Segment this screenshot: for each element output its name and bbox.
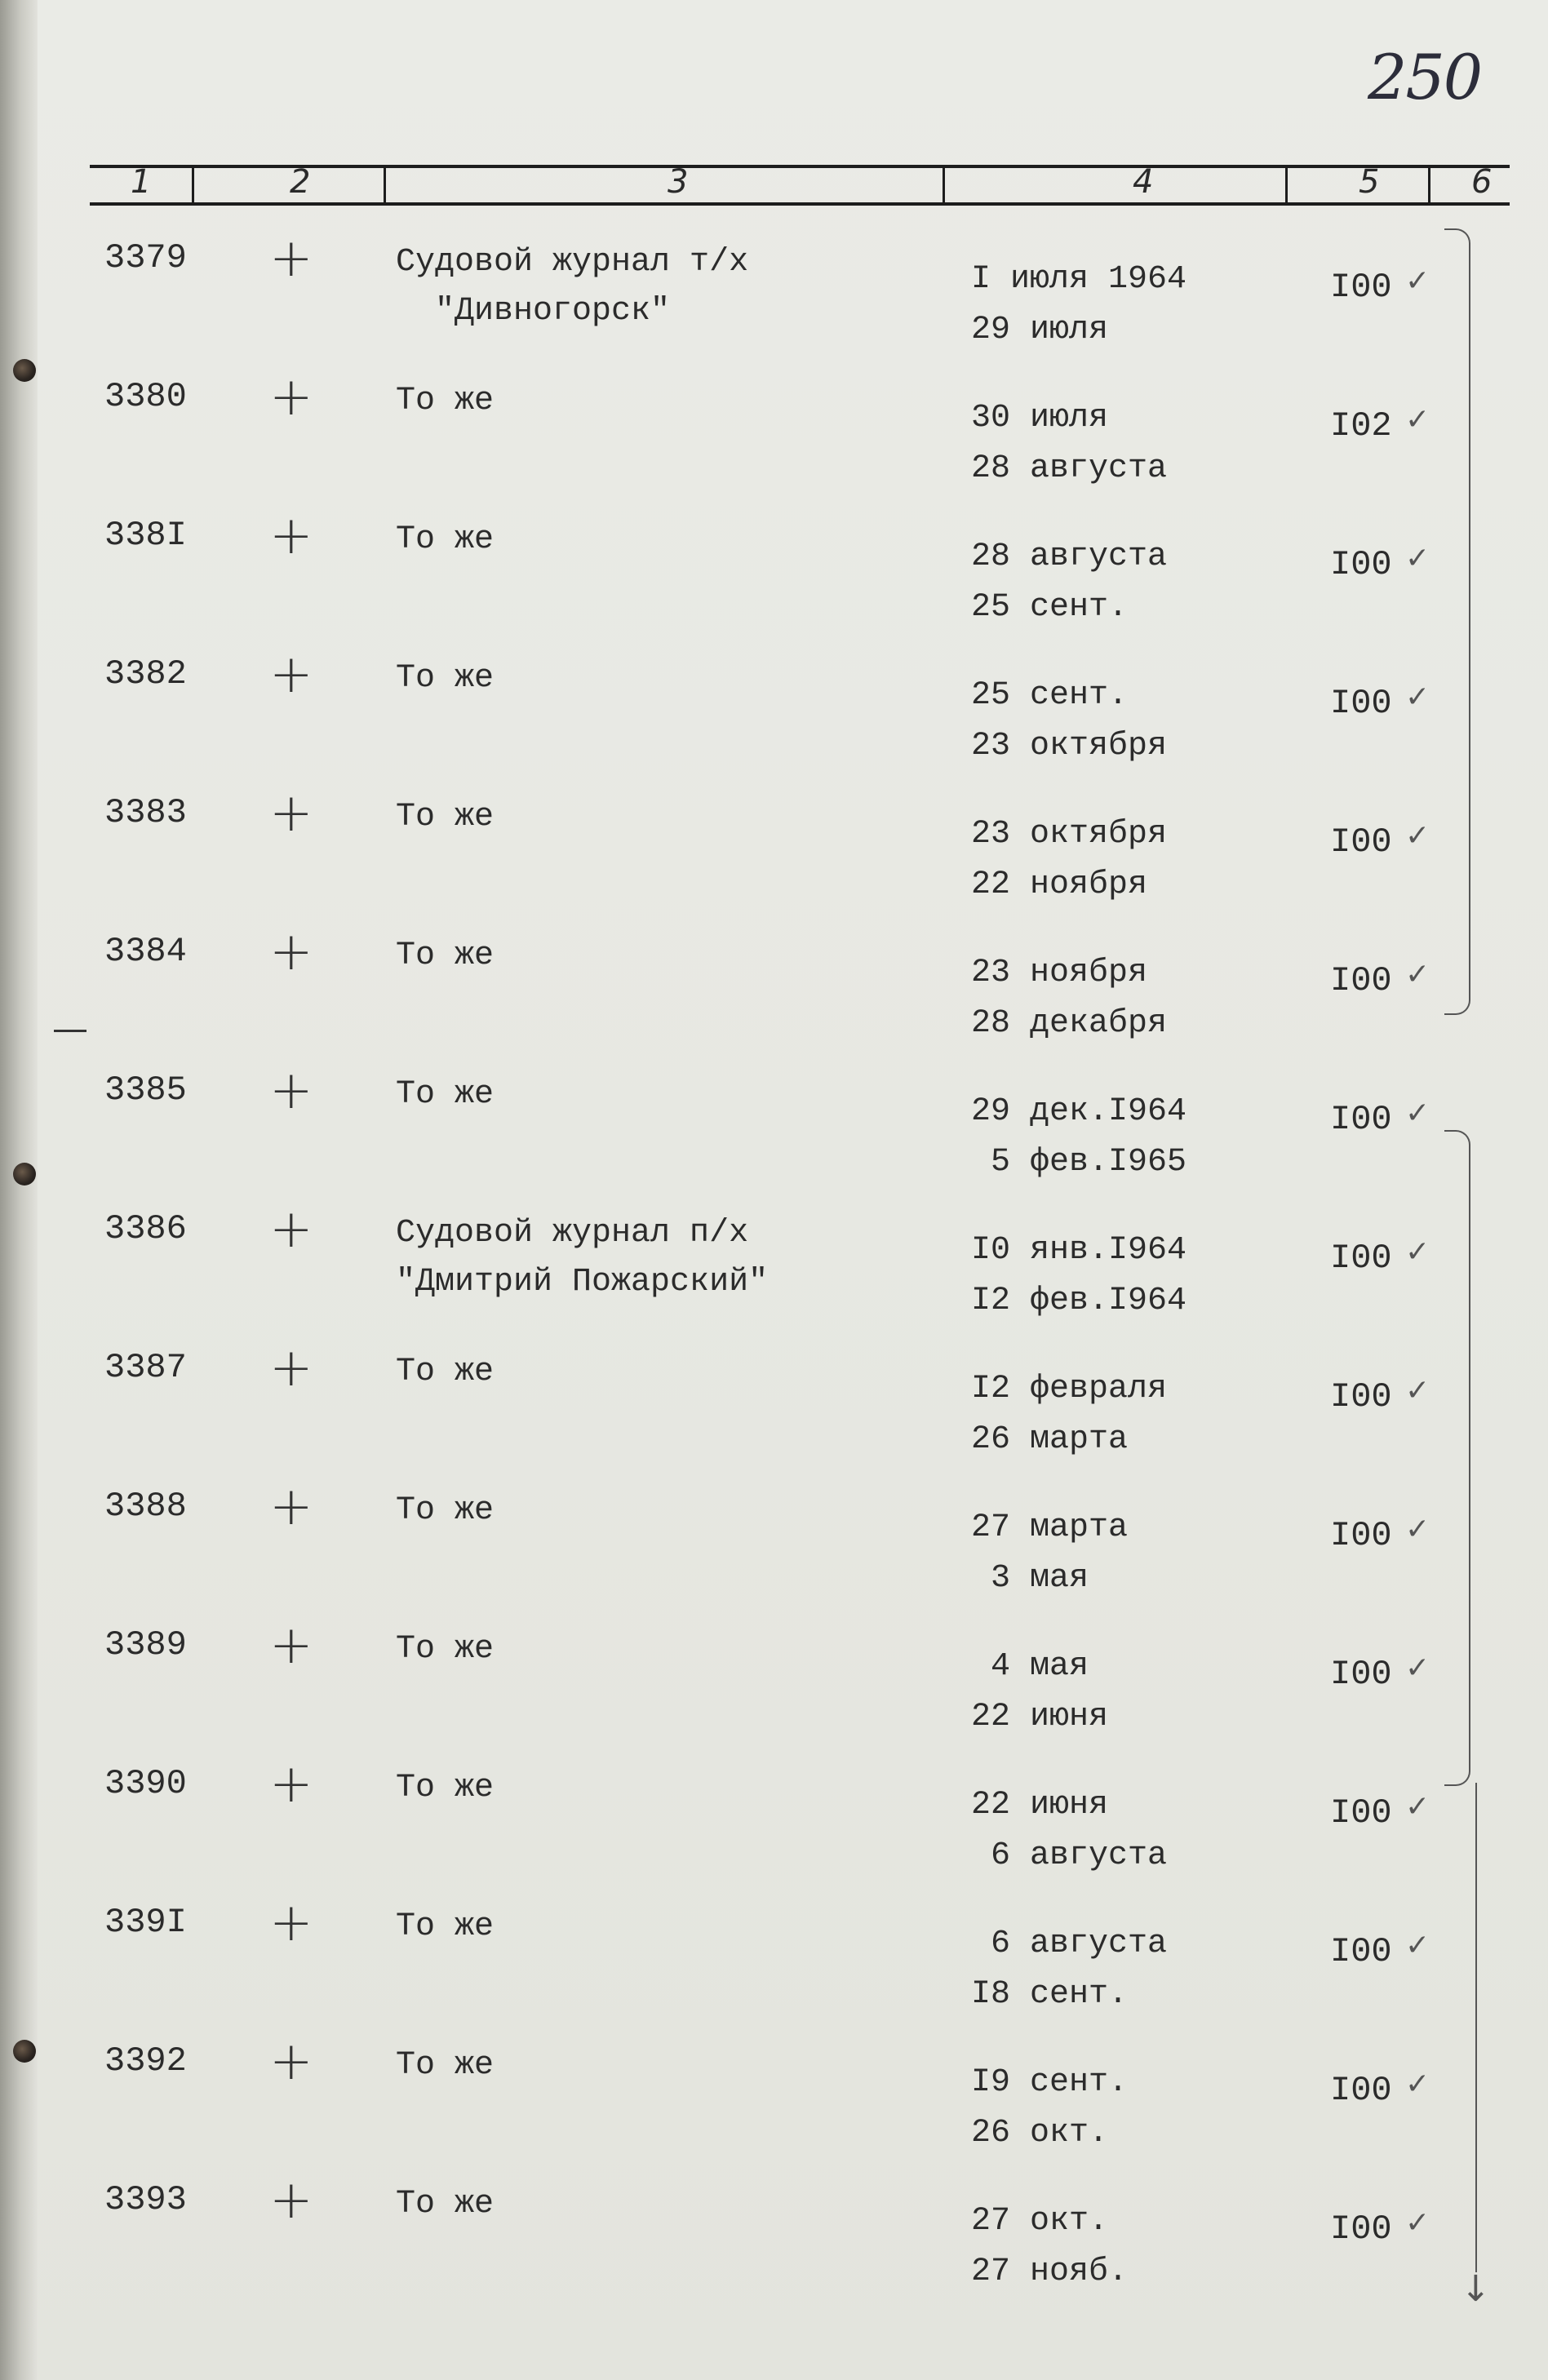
record-number: 3387 (104, 1348, 187, 1387)
record-title: То же (396, 799, 495, 835)
record-title: То же (396, 1770, 495, 1806)
sheet-count: I00 (1330, 961, 1392, 1000)
record-number: 3382 (104, 654, 187, 694)
verified-tick-icon: ✓ (1405, 1929, 1430, 1962)
table-row (0, 922, 1548, 1053)
record-number: 3383 (104, 793, 187, 832)
verified-tick-icon: ✓ (1405, 264, 1430, 298)
date-range: 22 июня 6 августа (971, 1787, 1168, 1874)
date-range: 27 окт. 27 нояб. (971, 2203, 1129, 2290)
sheet-count: I00 (1330, 1377, 1392, 1416)
sheet-count: I00 (1330, 822, 1392, 862)
verified-tick-icon: ✓ (1405, 1097, 1430, 1130)
table-row (0, 1754, 1548, 1885)
verified-tick-icon: ✓ (1405, 1374, 1430, 1407)
check-mark-icon: + (269, 783, 313, 844)
check-mark-icon: + (269, 2032, 313, 2092)
record-title: То же (396, 1631, 495, 1668)
column-separator (1428, 165, 1430, 204)
check-mark-icon: + (269, 228, 313, 289)
record-number: 3388 (104, 1487, 187, 1526)
verified-tick-icon: ✓ (1405, 958, 1430, 991)
check-mark-icon: + (269, 922, 313, 982)
date-range: I0 янв.I964 I2 фев.I964 (971, 1232, 1187, 1319)
column-separator (192, 165, 194, 204)
table-row (0, 2170, 1548, 2301)
check-mark-icon: + (269, 1754, 313, 1815)
column-separator (943, 165, 945, 204)
record-title: То же (396, 521, 495, 558)
table-row (0, 783, 1548, 914)
record-number: 3386 (104, 1209, 187, 1248)
record-title: То же (396, 1492, 495, 1529)
record-number: 3392 (104, 2041, 187, 2081)
sheet-count: I02 (1330, 406, 1392, 445)
date-range: 27 марта 3 мая (971, 1509, 1129, 1597)
sheet-count: I00 (1330, 1793, 1392, 1833)
date-range: 23 ноября 28 декабря (971, 955, 1168, 1042)
table-header (90, 155, 1510, 212)
verified-tick-icon: ✓ (1405, 1513, 1430, 1546)
sheet-count: I00 (1330, 268, 1392, 307)
table-row (0, 228, 1548, 359)
verified-tick-icon: ✓ (1405, 1235, 1430, 1269)
continuation-line (1475, 1783, 1477, 2272)
verified-tick-icon: ✓ (1405, 542, 1430, 575)
check-mark-icon: + (269, 2170, 313, 2231)
check-mark-icon: + (269, 1615, 313, 1676)
sheet-count: I00 (1330, 2071, 1392, 2110)
sheet-count: I00 (1330, 545, 1392, 584)
bracket-group-2 (1444, 1130, 1470, 1786)
table-row (0, 1477, 1548, 1607)
date-range: 4 мая 22 июня (971, 1648, 1109, 1735)
record-title: То же (396, 660, 495, 697)
column-number: 3 (668, 163, 689, 201)
record-title: То же (396, 2047, 495, 2084)
verified-tick-icon: ✓ (1405, 1651, 1430, 1685)
date-range: I9 сент. 26 окт. (971, 2064, 1129, 2152)
date-range: 23 октября 22 ноября (971, 816, 1168, 903)
date-range: 29 дек.I964 5 фев.I965 (971, 1093, 1187, 1181)
sheet-count: I00 (1330, 1239, 1392, 1278)
verified-tick-icon: ✓ (1405, 2206, 1430, 2240)
table-row (0, 1061, 1548, 1191)
verified-tick-icon: ✓ (1405, 819, 1430, 853)
date-range: I июля 1964 29 июля (971, 261, 1187, 348)
column-number: 4 (1133, 163, 1154, 201)
record-title: То же (396, 2186, 495, 2223)
date-range: 25 сент. 23 октября (971, 677, 1168, 765)
check-mark-icon: + (269, 1199, 313, 1260)
table-row (0, 1893, 1548, 2023)
column-number: 1 (131, 163, 152, 201)
header-line-bottom (90, 202, 1510, 206)
date-range: 6 августа I8 сент. (971, 1926, 1168, 2013)
down-arrow-icon: ↓ (1461, 2268, 1491, 2310)
sheet-number: 250 (1368, 41, 1482, 113)
column-number: 2 (290, 163, 311, 201)
sheet-count: I00 (1330, 1516, 1392, 1555)
sheet-count: I00 (1330, 1932, 1392, 1971)
record-title: То же (396, 1908, 495, 1945)
check-mark-icon: + (269, 1477, 313, 1537)
verified-tick-icon: ✓ (1405, 680, 1430, 714)
table-row (0, 506, 1548, 636)
column-separator (384, 165, 386, 204)
column-number: 6 (1471, 163, 1493, 201)
verified-tick-icon: ✓ (1405, 403, 1430, 437)
check-mark-icon: + (269, 367, 313, 428)
date-range: 28 августа 25 сент. (971, 538, 1168, 626)
sheet-count: I00 (1330, 1100, 1392, 1139)
record-number: 3393 (104, 2180, 187, 2219)
record-title: То же (396, 383, 495, 419)
date-range: 30 июля 28 августа (971, 400, 1168, 487)
check-mark-icon: + (269, 1338, 313, 1398)
table-row (0, 367, 1548, 498)
column-separator (1285, 165, 1288, 204)
record-title: То же (396, 1076, 495, 1113)
record-number: 3389 (104, 1625, 187, 1664)
record-number: 339I (104, 1903, 187, 1942)
column-number: 5 (1359, 163, 1380, 201)
sheet-count: I00 (1330, 684, 1392, 723)
record-number: 3379 (104, 238, 187, 277)
check-mark-icon: + (269, 645, 313, 705)
record-number: 3385 (104, 1070, 187, 1110)
table-row (0, 1199, 1548, 1330)
check-mark-icon: + (269, 1893, 313, 1953)
check-mark-icon: + (269, 506, 313, 566)
check-mark-icon: + (269, 1061, 313, 1121)
table-row (0, 2032, 1548, 2162)
record-number: 338I (104, 516, 187, 555)
record-title: То же (396, 1354, 495, 1390)
record-number: 3390 (104, 1764, 187, 1803)
date-range: I2 февраля 26 марта (971, 1371, 1168, 1458)
record-title: Судовой журнал т/х "Дивногорск" (396, 244, 749, 330)
table-row (0, 645, 1548, 775)
bracket-group-1 (1444, 228, 1470, 1015)
verified-tick-icon: ✓ (1405, 1790, 1430, 1824)
sheet-count: I00 (1330, 1655, 1392, 1694)
verified-tick-icon: ✓ (1405, 2068, 1430, 2101)
record-number: 3384 (104, 932, 187, 971)
record-title: Судовой журнал п/х "Дмитрий Пожарский" (396, 1215, 769, 1301)
table-row (0, 1615, 1548, 1746)
table-row (0, 1338, 1548, 1469)
record-title: То же (396, 937, 495, 974)
sheet-count: I00 (1330, 2209, 1392, 2249)
record-number: 3380 (104, 377, 187, 416)
